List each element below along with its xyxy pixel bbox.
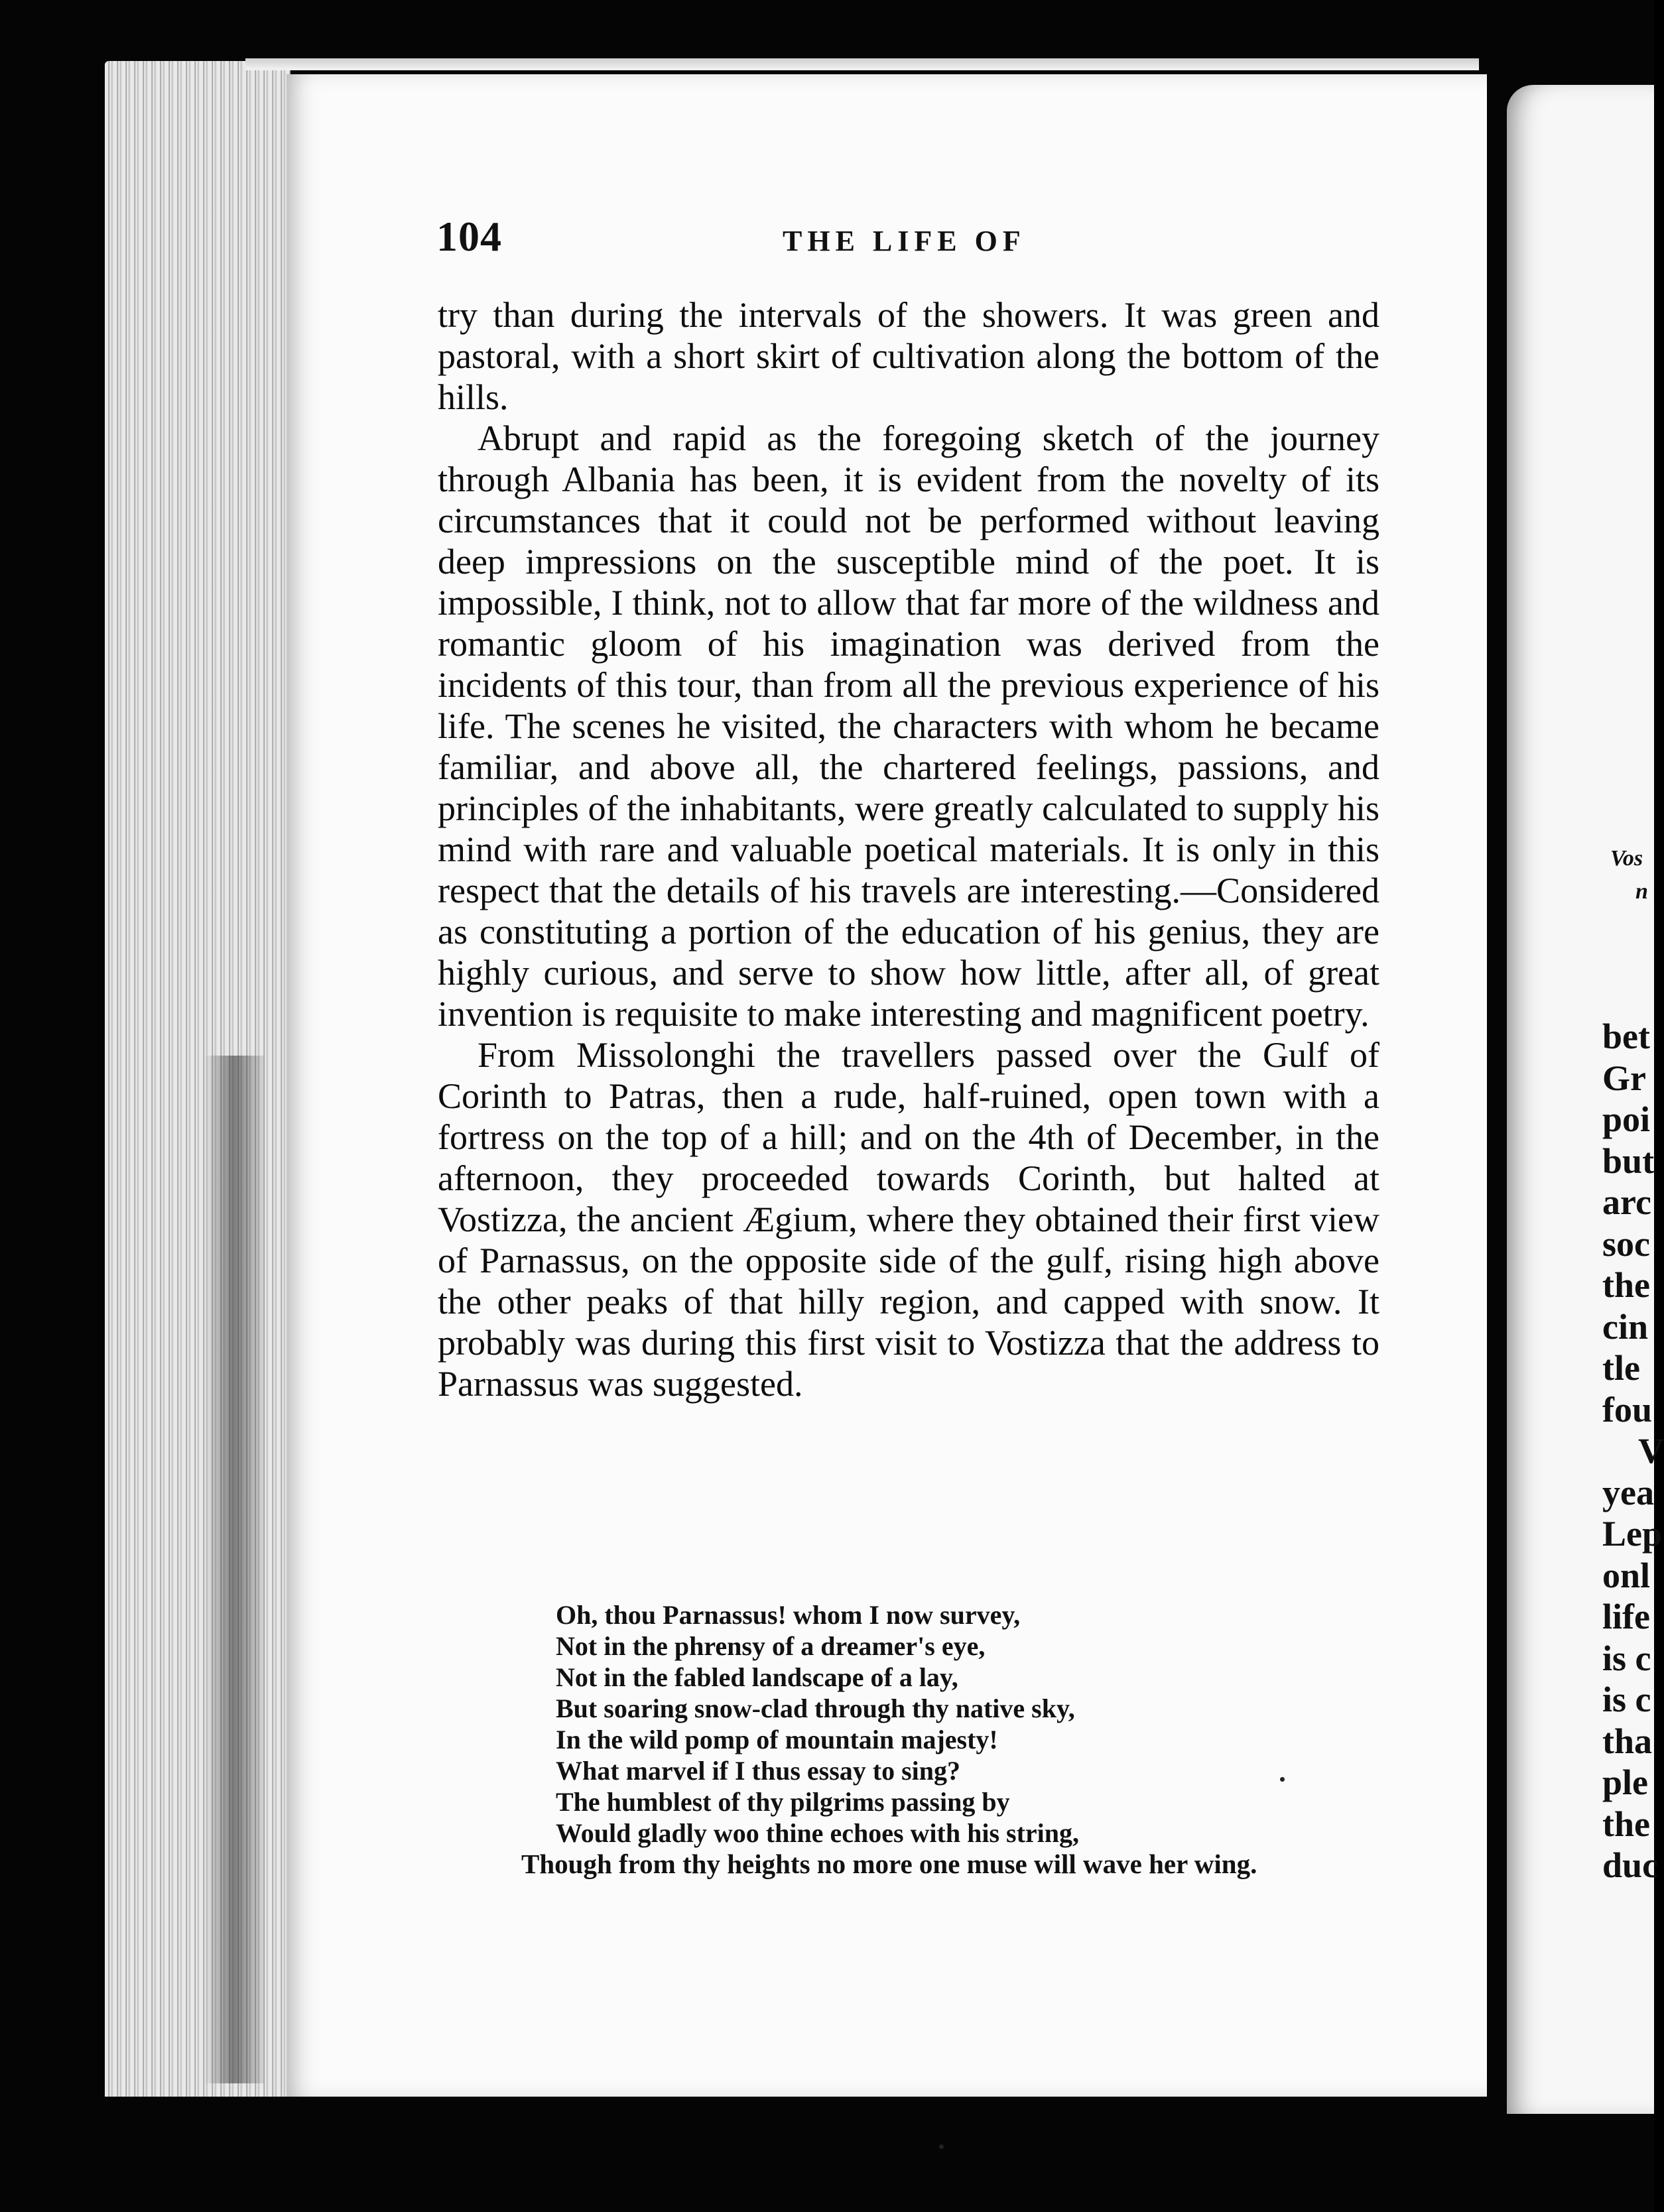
facing-page-fragment: ple — [1602, 1762, 1649, 1802]
verse-line: Would gladly woo thine echoes with his string, — [556, 1818, 1080, 1848]
facing-page-fragment: fou — [1602, 1389, 1653, 1430]
verse-line: What marvel if I thus essay to sing? — [556, 1756, 961, 1786]
verse-line: In the wild pomp of mountain majesty! — [556, 1725, 998, 1754]
facing-page-fragment: bet — [1602, 1016, 1650, 1056]
verse-line: Not in the phrensy of a dreamer's eye, — [556, 1631, 986, 1661]
facing-page-fragment: the — [1602, 1265, 1650, 1305]
verse-line: The humblest of thy pilgrims passing by — [556, 1787, 1010, 1817]
book-page-edges — [105, 61, 290, 2097]
facing-page-fragment: poi — [1602, 1099, 1651, 1139]
facing-page-fragment: Gr — [1602, 1058, 1646, 1098]
body-text — [438, 294, 1379, 1404]
verse-line: Though from thy heights no more one muse will wave her wing. — [521, 1849, 1257, 1879]
running-head: THE LIFE OF — [783, 225, 1026, 257]
paragraph: From Missolonghi the travellers passed over the Gulf of Corinth to Patras, then a rude, half-ruined, open town with a fortress on the top of a hill; and on the 4th of December, in the afternoon, they proceeded towards Corinth, but halted at Vostizza, the ancient Ægium, where they obtained their first view of Parnassus, on the opposite side of the gulf, rising high above the other peaks of that hilly region, and capped with snow. It probably was during this first visit to Vostizza that the address to Parnassus was suggested. — [438, 1035, 1379, 1404]
facing-page-fragment: tha — [1602, 1721, 1653, 1761]
ink-speck — [1280, 1777, 1285, 1782]
facing-page-fragment: Lep — [1602, 1514, 1663, 1554]
facing-page-fragment: V — [1638, 1431, 1664, 1471]
verse-line: Oh, thou Parnassus! whom I now survey, — [556, 1600, 1021, 1630]
ink-speck — [939, 2144, 944, 2149]
page-number: 104 — [436, 213, 502, 260]
book-top-edge — [245, 58, 1479, 70]
facing-page-fragment: yea — [1602, 1472, 1654, 1512]
facing-page-fragment: life — [1602, 1597, 1650, 1636]
verse-block — [521, 1599, 1257, 1880]
facing-page-fragment: is c — [1602, 1638, 1651, 1678]
facing-page-fragment: cin — [1602, 1306, 1649, 1347]
paragraph: try than during the intervals of the showers. It was green and pastoral, with a short skirt of cultivation along the bottom of the hills. — [438, 295, 1379, 417]
facing-page-fragment: duc — [1602, 1845, 1659, 1885]
facing-page-fragment: but — [1602, 1140, 1655, 1181]
facing-page-fragment: tle — [1602, 1348, 1640, 1388]
facing-page-fragment: soc — [1602, 1223, 1650, 1264]
paragraph: Abrupt and rapid as the foregoing sketch of the journey through Albania has been, it is evident from the novelty of its circumstances that it could not be performed without leaving deep impressions on the susceptible mind of the poet. It is impossible, I think, not to allow that far more of the wildness and romantic gloom of his imagination was derived from the incidents of this tour, than from all the previous experience of his life. The scenes he visited, the characters with whom he became familiar, and above all, the chartered feelings, passions, and principles of the inhabitants, were greatly calculated to supply his mind with rare and valuable poetical materials. It is only in this respect that the details of his travels are interesting.—Considered as constituting a portion of the education of his genius, they are highly curious, and serve to show how little, after all, of great invention is requisite to make interesting and magnificent poetry. — [438, 418, 1379, 1034]
facing-page-fragment: arc — [1602, 1182, 1651, 1222]
facing-page-heading: Vos — [1610, 846, 1643, 871]
verse-line: But soaring snow-clad through thy native sky, — [556, 1693, 1075, 1723]
facing-page-fragment: onl — [1602, 1555, 1651, 1595]
facing-page-fragment: the — [1602, 1804, 1650, 1844]
verse-line: Not in the fabled landscape of a lay, — [556, 1662, 958, 1692]
facing-page-heading: n — [1635, 879, 1648, 904]
facing-page-fragment: is c — [1602, 1680, 1651, 1719]
